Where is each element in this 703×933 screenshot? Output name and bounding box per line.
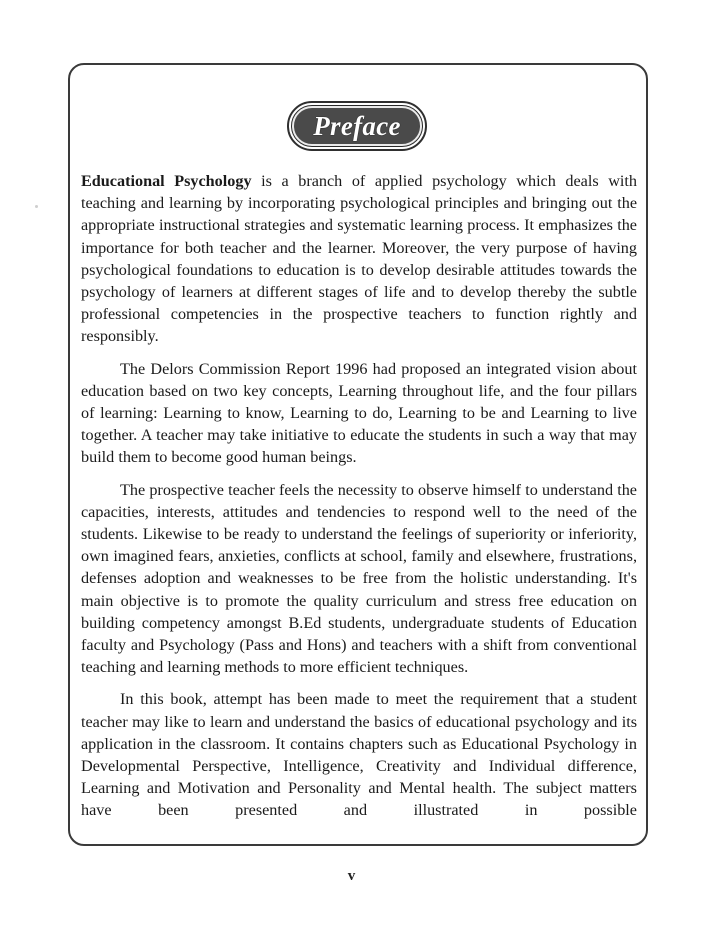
paragraph-1 bbox=[81, 170, 637, 348]
title-badge-outer bbox=[287, 101, 427, 151]
title-badge bbox=[292, 106, 422, 146]
paragraph-text: is a branch of applied psychology which deals with teaching and learning by incorporating psychological principles and bringing out the appropriate instructional strategies and systematic learning process. It emphasizes the importance for both teacher and the learner. Moreover, the very purpose of having psychological foundations to education is to develop desirable attitudes towards the psychology of learners at different stages of life and to develop thereby the subtle professional competencies in the prospective teachers to function rightly and responsibly. bbox=[81, 172, 638, 346]
scan-speck bbox=[35, 205, 38, 208]
bold-term: Educational Psychology bbox=[81, 172, 252, 190]
paragraph-3: The prospective teacher feels the necessity to observe himself to understand the capacities, interests, attitudes and tendencies to respond well to the need of the students. Likewise to be ready to understand the feelings of superiority or inferiority, own imagined fears, anxieties, conflicts at school, family and elsewhere, frustrations, defenses adoption and weaknesses to be free from the holistic understanding. It's main objective is to promote the quality curriculum and stress free education on building competency amongst B.Ed students, undergraduate students of Education faculty and Psychology (Pass and Hons) and teachers with a shift from conventional teaching and learning methods to more efficient techniques. bbox=[81, 480, 637, 677]
page-title: Preface bbox=[313, 110, 401, 141]
paragraph-4: In this book, attempt has been made to meet the requirement that a student teacher may like to learn and understand the basics of educational psychology and its application in the classroom. It contains chapters such as Educational Psychology in Developmental Perspective, Intelligence, Creativity and Individual difference, Learning and Motivation and Personality and Mental health. The subject matters have been presented and illustrated in possible bbox=[81, 690, 637, 820]
paragraph-2: The Delors Commission Report 1996 had proposed an integrated vision about education based on two key concepts, Learning throughout life, and the four pillars of learning: Learning to know, Learning to do, Learning to be and Learning to live together. A teacher may take initiative to educate the students in such a way that may build them to become good human beings. bbox=[81, 359, 637, 467]
page-number: v bbox=[347, 868, 356, 884]
preface-body bbox=[81, 170, 637, 822]
